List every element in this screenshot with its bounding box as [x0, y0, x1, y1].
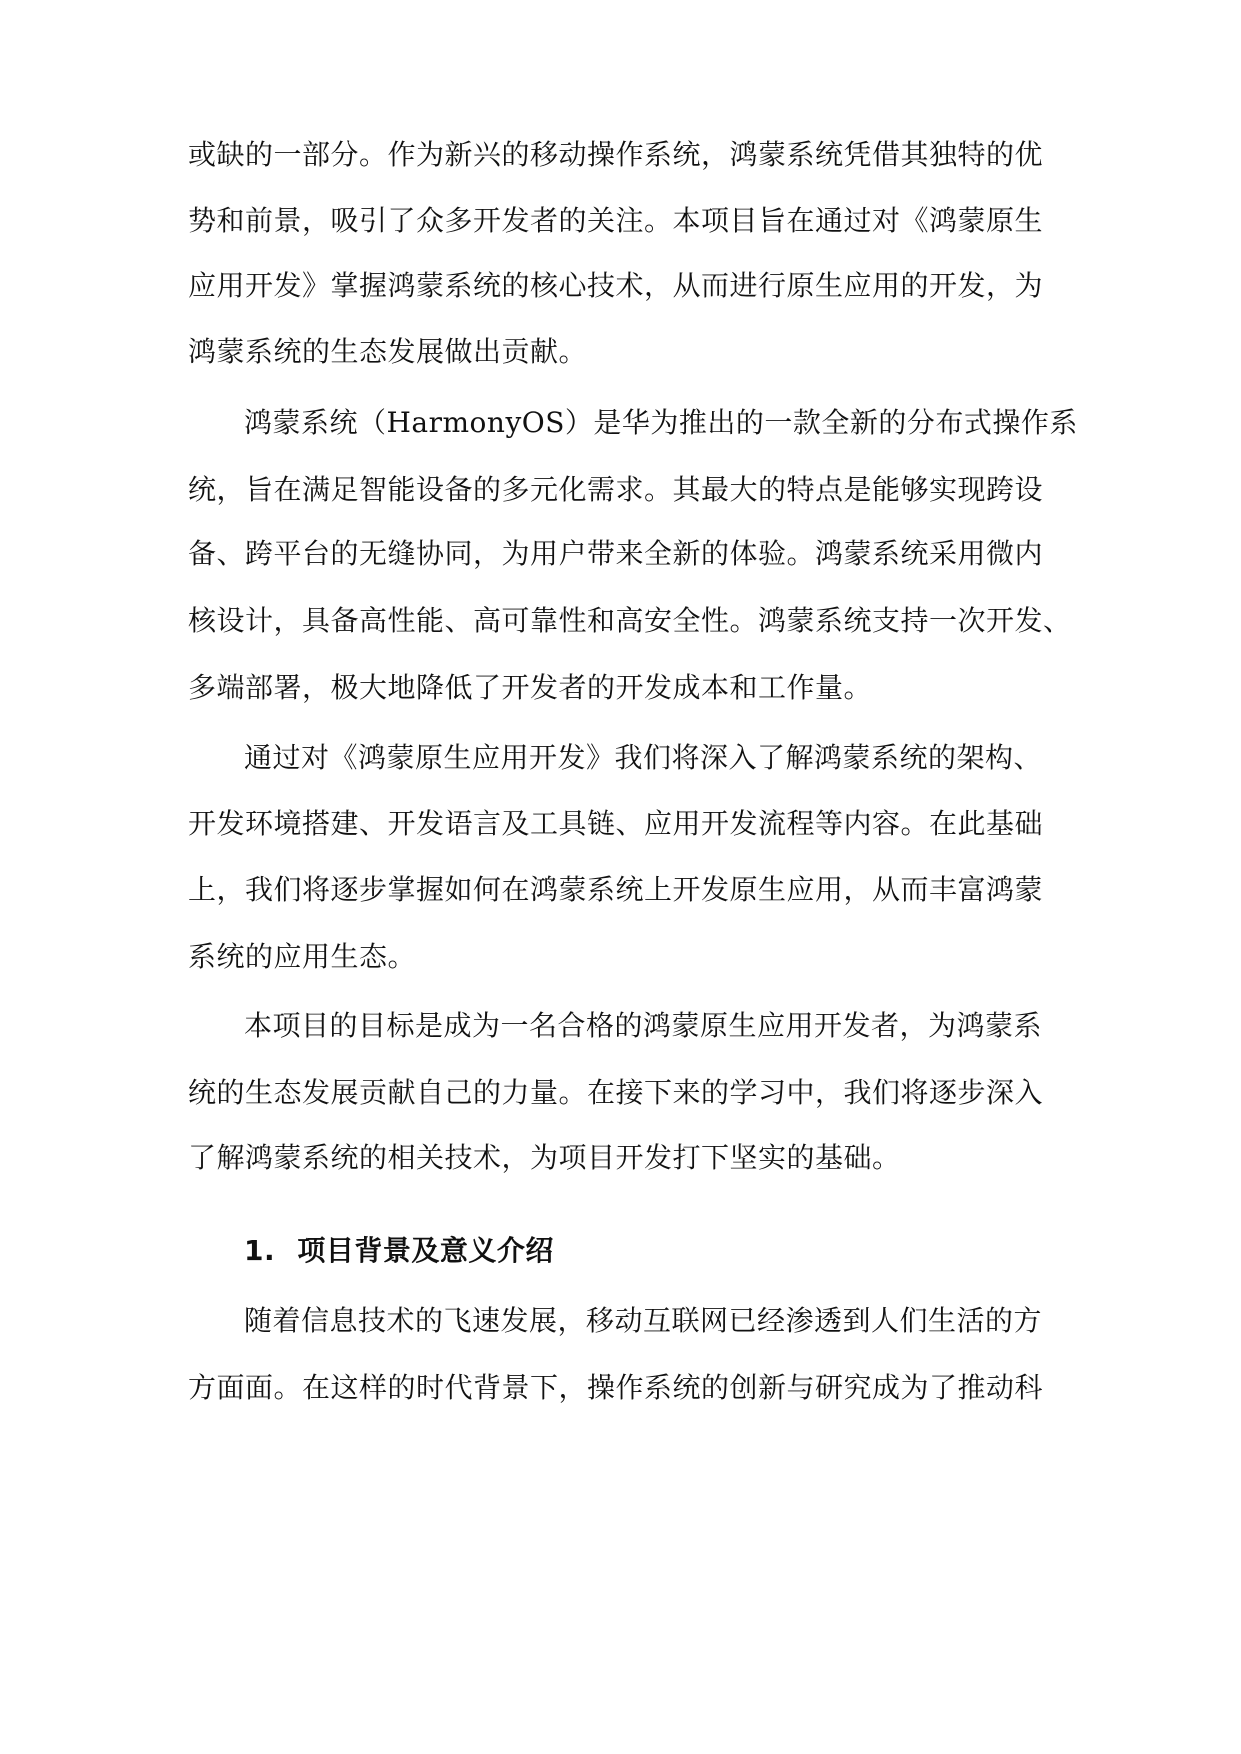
section-heading — [244, 1233, 554, 1269]
paragraph-4-line-3: 了解鸿蒙系统的相关技术，为项目开发打下坚实的基础。 — [188, 1141, 901, 1174]
paragraph-3-line-4: 系统的应用生态。 — [188, 940, 417, 973]
paragraph-2-line-5: 多端部署，极大地降低了开发者的开发成本和工作量。 — [188, 671, 873, 704]
paragraph-2-line-4: 核设计，具备高性能、高可靠性和高安全性。鸿蒙系统支持一次开发、 — [188, 604, 1072, 637]
paragraph-2-line-3: 备、跨平台的无缝协同，为用户带来全新的体验。鸿蒙系统采用微内 — [188, 537, 1044, 570]
section-number: 1. — [244, 1234, 276, 1267]
section-paragraph-line-2: 方面面。在这样的时代背景下，操作系统的创新与研究成为了推动科 — [188, 1371, 1044, 1404]
paragraph-1-line-2: 势和前景，吸引了众多开发者的关注。本项目旨在通过对《鸿蒙原生 — [188, 204, 1044, 237]
paragraph-1-line-4: 鸿蒙系统的生态发展做出贡献。 — [188, 335, 588, 368]
paragraph-4-line-1: 本项目的目标是成为一名合格的鸿蒙原生应用开发者，为鸿蒙系 — [244, 1009, 1043, 1042]
paragraph-3-line-1: 通过对《鸿蒙原生应用开发》我们将深入了解鸿蒙系统的架构、 — [244, 741, 1043, 774]
section-paragraph-line-1: 随着信息技术的飞速发展，移动互联网已经渗透到人们生活的方 — [244, 1304, 1043, 1337]
paragraph-2-line-2: 统，旨在满足智能设备的多元化需求。其最大的特点是能够实现跨设 — [188, 473, 1044, 506]
section-title: 项目背景及意义介绍 — [297, 1234, 554, 1267]
paragraph-3-line-3: 上，我们将逐步掌握如何在鸿蒙系统上开发原生应用，从而丰富鸿蒙 — [188, 873, 1044, 906]
paragraph-3-line-2: 开发环境搭建、开发语言及工具链、应用开发流程等内容。在此基础 — [188, 807, 1044, 840]
paragraph-1-line-1: 或缺的一部分。作为新兴的移动操作系统，鸿蒙系统凭借其独特的优 — [188, 138, 1044, 171]
paragraph-2-line-1: 鸿蒙系统（HarmonyOS）是华为推出的一款全新的分布式操作系 — [244, 406, 1078, 439]
paragraph-1-line-3: 应用开发》掌握鸿蒙系统的核心技术，从而进行原生应用的开发，为 — [188, 269, 1044, 302]
paragraph-4-line-2: 统的生态发展贡献自己的力量。在接下来的学习中，我们将逐步深入 — [188, 1076, 1044, 1109]
